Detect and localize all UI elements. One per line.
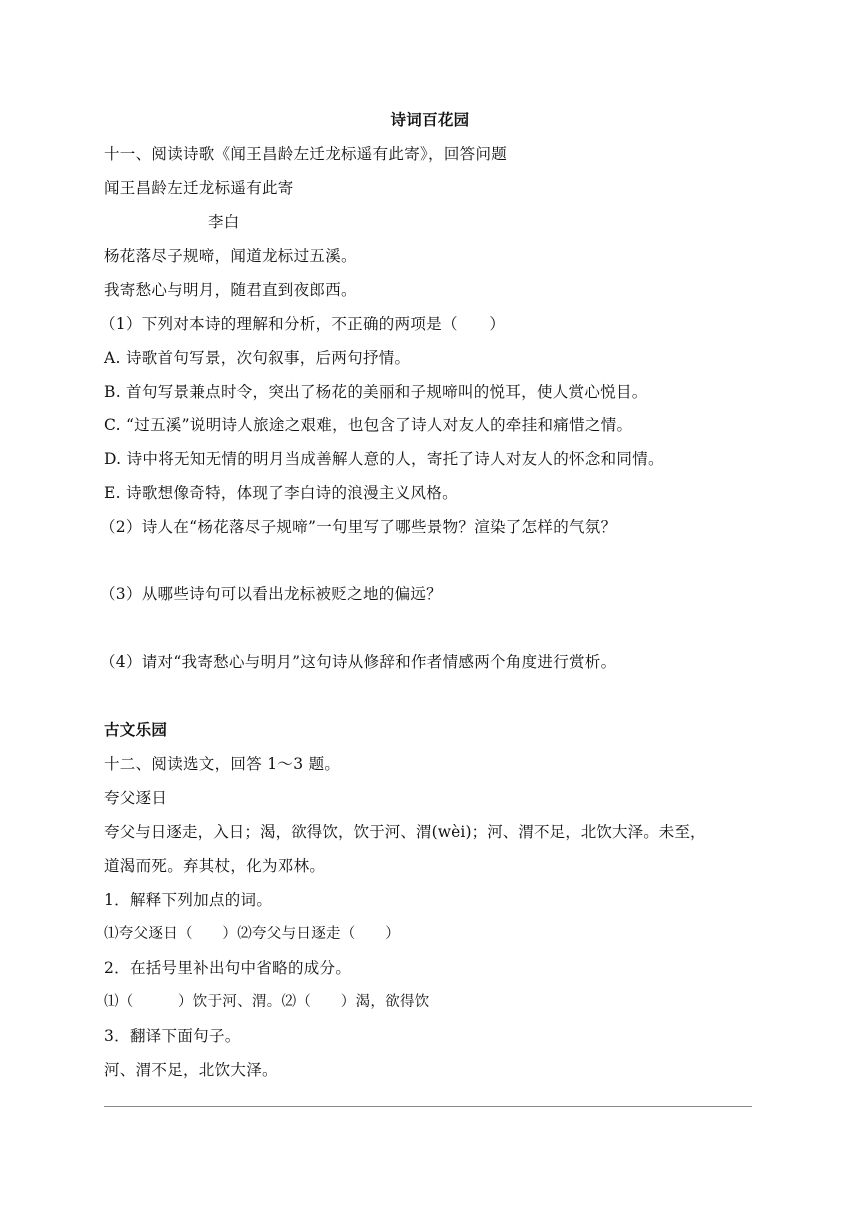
question-12-1: 1．解释下列加点的词。 [104, 891, 273, 909]
classical-text-line-2: 道渴而死。弃其杖，化为邓林。 [104, 857, 326, 875]
poem-author: 李白 [208, 213, 240, 231]
question-12-1-items: ⑴夸父逐日（ ）⑵夸父与日逐走（ ） [104, 926, 400, 942]
question-11-header: 十一、阅读诗歌《闻王昌龄左迁龙标遥有此寄》，回答问题 [104, 145, 508, 163]
poem-title: 闻王昌龄左迁龙标遥有此寄 [104, 179, 294, 197]
option-d: D. 诗中将无知无情的明月当成善解人意的人，寄托了诗人对友人的怀念和同情。 [104, 450, 664, 468]
classical-text-line-1: 夸父与日逐走，入日；渴，欲得饮，饮于河、渭(wèi)；河、渭不足，北饮大泽。未至， [104, 823, 706, 841]
classical-text-title: 夸父逐日 [104, 789, 168, 807]
question-11-1: （1）下列对本诗的理解和分析，不正确的两项是（ ） [100, 315, 506, 333]
question-11-4: （4）请对“我寄愁心与明月”这句诗从修辞和作者情感两个角度进行赏析。 [100, 653, 617, 671]
option-c: C. “过五溪”说明诗人旅途之艰难，也包含了诗人对友人的牵挂和痛惜之情。 [104, 416, 633, 434]
poem-line-1: 杨花落尽子规啼，闻道龙标过五溪。 [104, 247, 357, 265]
poem-line-2: 我寄愁心与明月，随君直到夜郎西。 [104, 281, 357, 299]
section1-title: 诗词百花园 [390, 111, 470, 129]
question-12-2: 2．在括号里补出句中省略的成分。 [104, 959, 352, 977]
question-11-2: （2）诗人在“杨花落尽子规啼”一句里写了哪些景物？渲染了怎样的气氛？ [100, 518, 617, 536]
question-12-2-items: ⑴（ ）饮于河、渭。⑵（ ）渴，欲得饮 [104, 994, 430, 1010]
section2-title: 古文乐园 [104, 721, 168, 739]
option-e: E. 诗歌想像奇特，体现了李白诗的浪漫主义风格。 [104, 484, 458, 502]
question-12-header: 十二、阅读选文，回答 1～3 题。 [104, 755, 341, 773]
question-12-3-sentence: 河、渭不足，北饮大泽。 [104, 1061, 278, 1079]
page-divider [104, 1106, 752, 1107]
question-11-3: （3）从哪些诗句可以看出龙标被贬之地的偏远？ [100, 585, 442, 603]
question-12-3: 3．翻译下面句子。 [104, 1027, 241, 1045]
option-a: A. 诗歌首句写景，次句叙事，后两句抒情。 [104, 349, 411, 367]
option-b: B. 首句写景兼点时令，突出了杨花的美丽和子规啼叫的悦耳，使人赏心悦目。 [104, 383, 648, 401]
